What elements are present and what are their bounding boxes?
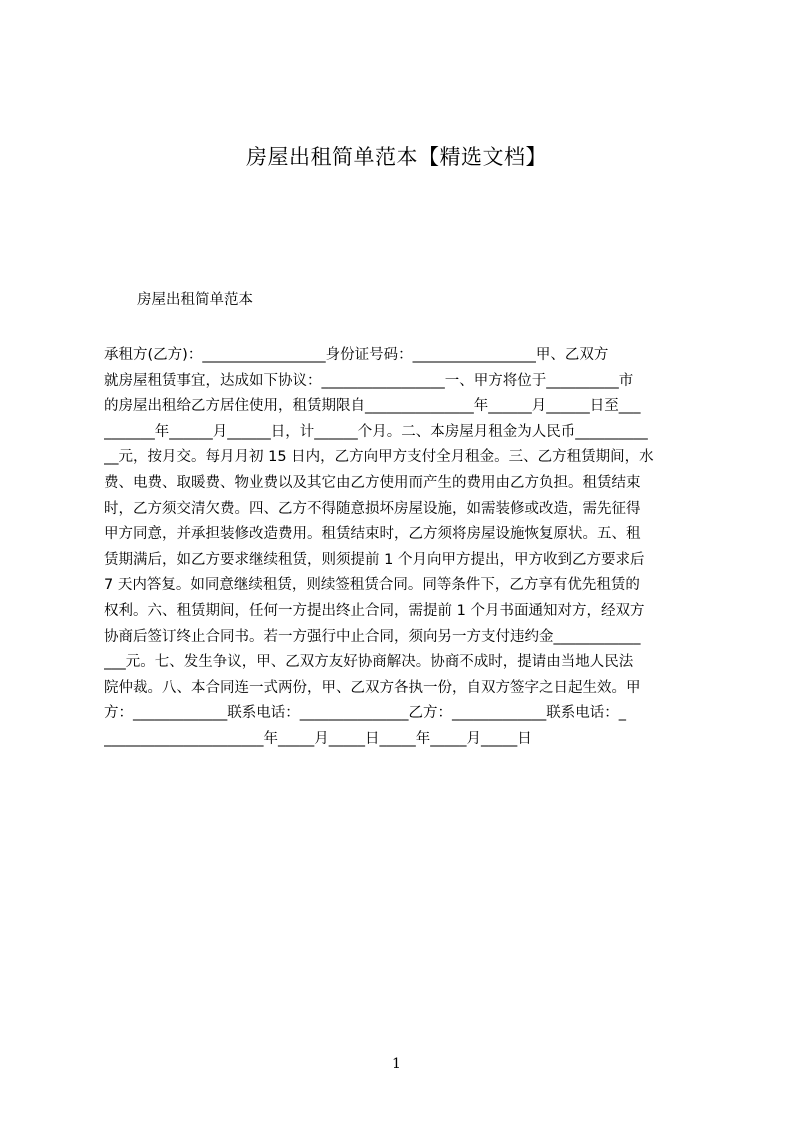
body-line: 协商后签订终止合同书。若一方强行中止合同，须向另一方支付违约金____________	[104, 628, 641, 645]
body-line: 的房屋出租给乙方居住使用，租赁期限自_______________年______月______日至___	[104, 398, 641, 415]
body-line: ______________________年_____月_____日_____年_____月_____日	[104, 730, 532, 747]
body-line: 赁期满后，如乙方要求继续租赁，则须提前 1 个月向甲方提出，甲方收到乙方要求后	[104, 551, 645, 568]
body-line: _______年______月______日，计______个月。二、本房屋月租金为人民币__________	[104, 423, 648, 440]
contract-body	[104, 343, 696, 753]
document-subtitle: 房屋出租简单范本	[137, 292, 253, 308]
document-title: 房屋出租简单范本【精选文档】	[246, 145, 547, 169]
body-line: 权利。六、租赁期间，任何一方提出终止合同，需提前 1 个月书面通知对方，经双方	[104, 602, 645, 619]
body-line: 承租方(乙方)：_________________身份证号码：_________________甲、乙双方	[104, 347, 609, 363]
body-line: 方：_____________联系电话：_______________乙方：_____________联系电话：_	[104, 705, 626, 722]
body-line: ___元。七、发生争议，甲、乙双方友好协商解决。协商不成时，提请由当地人民法	[104, 654, 634, 671]
body-line: 7 天内答复。如同意继续租赁，则续签租赁合同。同等条件下，乙方享有优先租赁的	[104, 577, 640, 594]
page-number: 1	[392, 1056, 401, 1072]
body-line: 费、电费、取暖费、物业费以及其它由乙方使用而产生的费用由乙方负担。租赁结束	[104, 474, 641, 491]
body-line: 就房屋租赁事宜，达成如下协议：_________________一、甲方将位于__________市	[104, 372, 634, 389]
body-line: __元，按月交。每月月初 15 日内，乙方向甲方支付全月租金。三、乙方租赁期间，水	[104, 449, 654, 466]
body-line: 甲方同意，并承担装修改造费用。租赁结束时，乙方须将房屋设施恢复原状。五、租	[104, 526, 641, 543]
body-line: 时，乙方须交清欠费。四、乙方不得随意损坏房屋设施，如需装修或改造，需先征得	[104, 500, 641, 517]
body-line: 院仲裁。八、本合同连一式两份，甲、乙双方各执一份，自双方签字之日起生效。甲	[104, 679, 641, 696]
